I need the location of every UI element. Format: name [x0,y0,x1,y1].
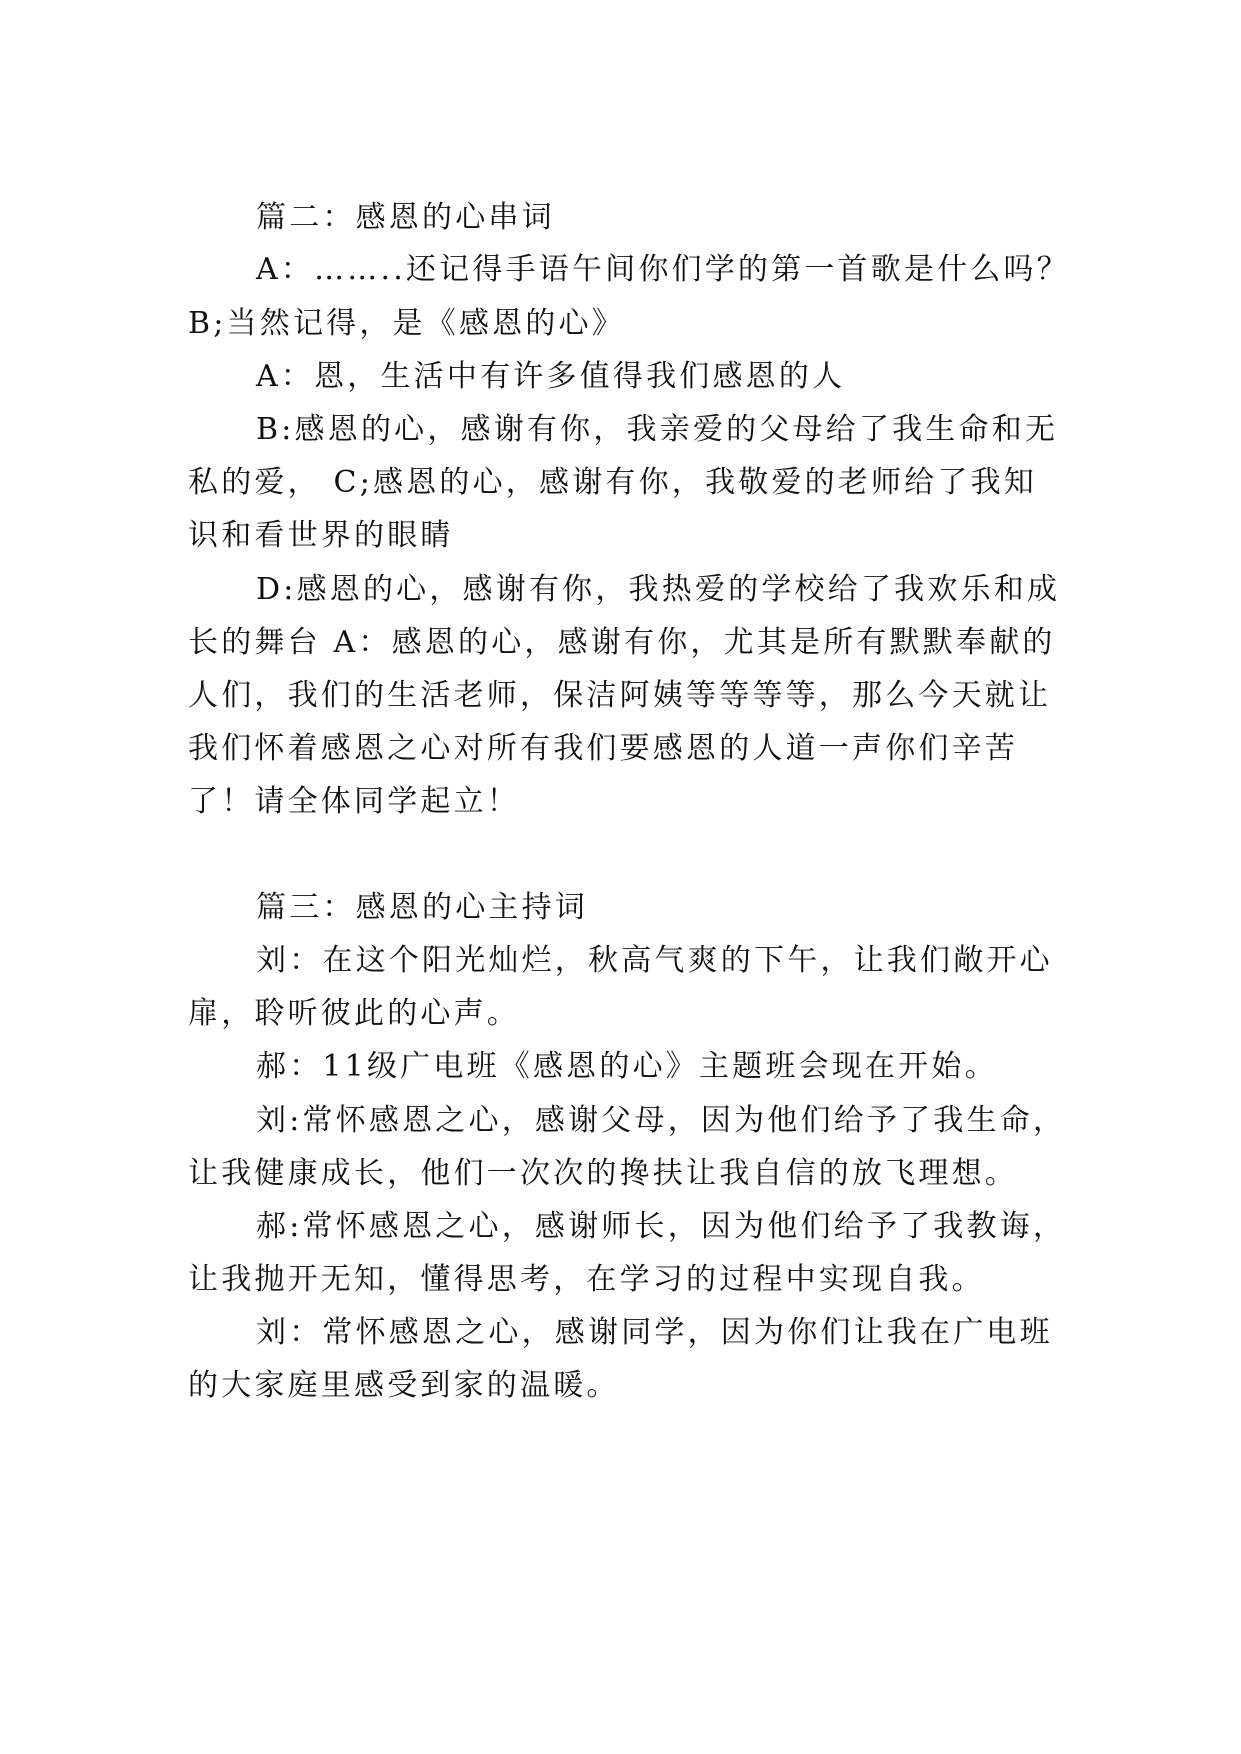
paragraph-line: 让我健康成长，他们一次次的搀扶让我自信的放飞理想。 [188,1156,1018,1191]
paragraph-line: 我们怀着感恩之心对所有我们要感恩的人道一声你们辛苦 [188,731,1018,766]
paragraph-line: 长的舞台 A：感恩的心，感谢有你，尤其是所有默默奉献的 [188,625,1056,660]
paragraph-line: D:感恩的心，感谢有你，我热爱的学校给了我欢乐和成 [256,572,1061,607]
paragraph-line: 扉，聆听彼此的心声。 [188,996,520,1031]
paragraph-line: 了！请全体同学起立！ [188,784,520,819]
section-2-title: 篇二：感恩的心串词 [256,200,555,235]
paragraph-line: 郝:常怀感恩之心，感谢师长，因为他们给予了我教诲， [256,1209,1067,1244]
paragraph-line: 刘:常怀感恩之心，感谢父母，因为他们给予了我生命， [256,1103,1067,1138]
paragraph-line: 郝：11级广电班《感恩的心》主题班会现在开始。 [256,1049,998,1084]
paragraph-line: A：恩，生活中有许多值得我们感恩的人 [256,359,846,394]
paragraph-line: 刘：常怀感恩之心，感谢同学，因为你们让我在广电班 [256,1315,1053,1350]
paragraph-line: 刘：在这个阳光灿烂，秋高气爽的下午，让我们敞开心 [256,943,1053,978]
paragraph-line: 私的爱， C;感恩的心，感谢有你，我敬爱的老师给了我知 [188,465,1037,500]
paragraph-line: A：……..还记得手语午间你们学的第一首歌是什么吗？ [256,252,1070,287]
paragraph-line: 人们，我们的生活老师，保洁阿姨等等等等，那么今天就让 [188,678,1052,713]
section-3-title: 篇三：感恩的心主持词 [256,890,588,925]
paragraph-line: 的大家庭里感受到家的温暖。 [188,1368,620,1403]
paragraph-line: B;当然记得，是《感恩的心》 [188,306,625,341]
paragraph-line: B:感恩的心，感谢有你，我亲爱的父母给了我生命和无 [256,412,1059,447]
paragraph-line: 识和看世界的眼睛 [188,518,454,553]
paragraph-line: 让我抛开无知，懂得思考，在学习的过程中实现自我。 [188,1262,985,1297]
